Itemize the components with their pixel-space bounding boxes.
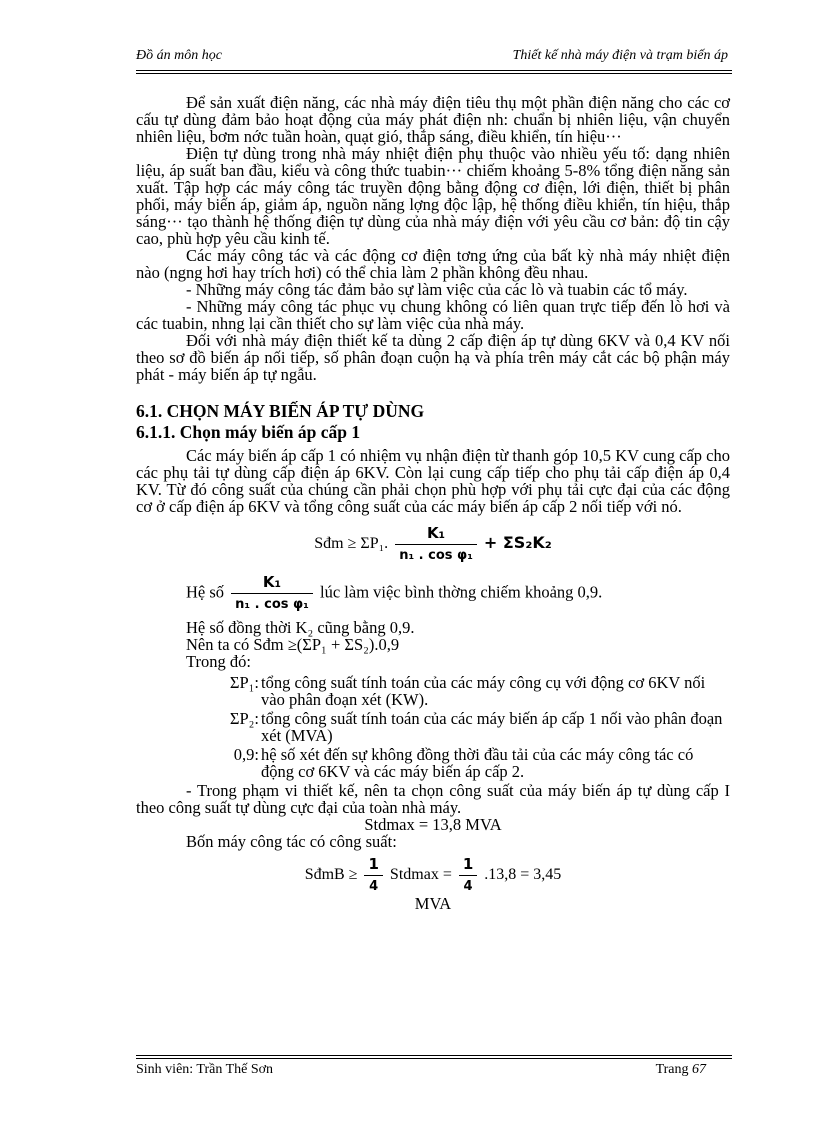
paragraph: Điện tự dùng trong nhà máy nhiệt điện phụ thuộc vào nhiều yếu tố: dạng nhiên liệu, áp suất ban đầu, kiểu và công thức tuabin··· chiếm khoảng 5-8% tổng điện năng sản xuất. Tập hợp các máy công tác truyền động bằng động cơ điện, lới điện, thiết bị phân phối, máy biến áp, giảm áp, nguồn năng lợng độc lập, hệ thống điều khiển, tín hiệu, thắp sáng··· tạo thành hệ thống điện tự dùng của nhà máy điện với yêu cầu cơ bản: độ tin cậy cao, phù hợp yêu cầu kinh tế.	[136, 144, 730, 248]
formula-unit: MVA	[414, 894, 452, 913]
paragraph: - Những máy công tác phục vụ chung không có liên quan trực tiếp đến lò hơi và các tuabin, nhng lại cần thiết cho sự làm việc của nhà máy.	[136, 297, 730, 333]
fraction-numerator: K₁	[395, 525, 477, 545]
formula-lhs: SđmB ≥	[304, 866, 358, 884]
line-nenta: Nên ta có Sđm ≥(ΣP₁ + ΣS₂).0,9	[186, 635, 400, 654]
formula-fraction	[395, 525, 477, 564]
fraction-denominator: 4	[463, 879, 473, 894]
coefficient-line	[186, 574, 730, 613]
coefficient-pre: Hệ số	[186, 582, 225, 602]
paragraph: Đối với nhà máy điện thiết kế ta dùng 2 cấp điện áp tự dùng 6KV và 0,4 KV nối theo sơ đồ biến áp nối tiếp, số phân đoạn cuộn hạ và phía trên máy cắt các bộ phận máy phát - máy biến áp tự ngẫu.	[136, 331, 730, 384]
line-stdmax: Stdmax = 13,8 MVA	[364, 815, 502, 834]
fraction-numerator: 1	[459, 856, 477, 876]
line-trongdo: Trong đó:	[186, 652, 251, 671]
footer-rule	[136, 1055, 732, 1056]
formula-rhs: .13,8 = 3,45	[484, 866, 562, 884]
definition-list	[221, 674, 730, 780]
fraction-denominator: 4	[369, 879, 379, 894]
fraction-numerator: 1	[364, 856, 382, 876]
footer-page	[656, 1062, 706, 1078]
definition-term: ΣP₂:	[229, 709, 259, 728]
paragraph: - Trong phạm vi thiết kế, nên ta chọn công suất của máy biến áp tự dùng cấp I theo công suất tự dùng cực đại của toàn nhà máy.	[136, 781, 730, 817]
header-left: Đồ án môn học	[136, 48, 222, 63]
paragraph: Để sản xuất điện năng, các nhà máy điện tiêu thụ một phần điện năng cho các cơ cấu tự dùng đảm bảo hoạt động của máy phát điện nh: chuẩn bị nhiên liệu, vận chuyển nhiên liệu, bơm nớc tuần hoàn, quạt gió, thắp sáng, điều khiển, tín hiệu···	[136, 93, 730, 146]
coefficient-post: lúc làm việc bình thờng chiếm khoảng 0,9.	[320, 582, 603, 602]
definition-text: hệ số xét đến sự không đồng thời đầu tải của các máy công tác có động cơ 6KV và các máy biến áp cấp 2.	[261, 745, 694, 781]
header-right: Thiết kế nhà máy điện và trạm biến áp	[512, 48, 728, 63]
section-title: 6.1. CHỌN MÁY BIẾN ÁP TỰ DÙNG	[136, 401, 425, 421]
fraction-denominator: n₁ . cos φ₁	[235, 597, 309, 612]
fraction-denominator: n₁ . cos φ₁	[399, 548, 473, 563]
page-content	[136, 94, 730, 912]
page-label: Trang	[655, 1062, 689, 1077]
definition-item	[221, 746, 730, 780]
definition-term: 0,9:	[233, 745, 259, 764]
formula-fraction	[459, 856, 477, 895]
formula-sdm	[136, 525, 730, 564]
definition-text: tổng công suất tính toán của các máy công cụ với động cơ 6KV nối vào phân đoạn xét (KW).	[261, 673, 706, 709]
formula-rhs: + ΣS₂K₂	[483, 533, 552, 553]
formula-sdmb	[136, 856, 730, 895]
paragraph: Các máy biến áp cấp 1 có nhiệm vụ nhận điện từ thanh góp 10,5 KV cung cấp cho các phụ tải tự dùng cấp điện áp 6KV. Còn lại cung cấp tiếp cho phụ tải cấp điện áp 0,4 KV. Từ đó công suất của chúng cần phải chọn phù hợp với phụ tải cực đại của các động cơ ở cấp điện áp 6KV và tổng công suất của các máy biến áp cấp 2 nối tiếp với nó.	[136, 446, 730, 516]
definition-text: tổng công suất tính toán của các máy biến áp cấp 1 nối vào phân đoạn xét (MVA)	[261, 709, 723, 745]
footer-author: Sinh viên: Trần Thế Sơn	[136, 1062, 274, 1077]
page-number: 67	[692, 1062, 706, 1077]
coefficient-fraction	[231, 574, 313, 613]
definition-term: ΣP₁:	[229, 673, 259, 692]
formula-fraction	[364, 856, 382, 895]
footer-rule-double	[136, 1058, 732, 1059]
formula-lhs: Sđm ≥ ΣP₁.	[314, 535, 389, 553]
definition-item	[221, 674, 730, 708]
line-bonmay: Bốn máy công tác có công suất:	[186, 832, 397, 851]
formula-mid: Stdmax =	[389, 866, 452, 884]
subsection-title: 6.1.1. Chọn máy biến áp cấp 1	[136, 422, 361, 442]
line-dongthoi: Hệ số đồng thời K₂ cũng bằng 0,9.	[186, 618, 415, 637]
header-rule	[136, 70, 732, 71]
fraction-numerator: K₁	[231, 574, 313, 594]
paragraph: - Những máy công tác đảm bảo sự làm việc của các lò và tuabin các tổ máy.	[186, 280, 688, 299]
definition-item	[221, 710, 730, 744]
header-rule-double	[136, 73, 732, 74]
paragraph: Các máy công tác và các động cơ điện tơng ứng của bất kỳ nhà máy nhiệt điện nào (ngng hơi hay trích hơi) có thể chia làm 2 phần không đều nhau.	[136, 246, 730, 282]
